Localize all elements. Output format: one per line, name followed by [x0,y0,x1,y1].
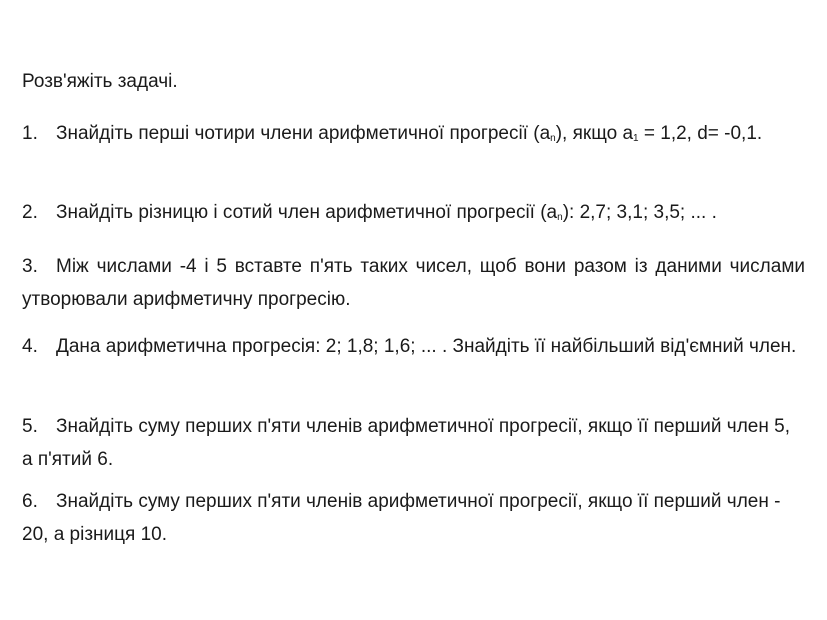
subscript-n: n [557,212,563,223]
task-text-part: Знайдіть перші чотири члени арифметичної прогресії (a [56,123,551,144]
task-3 [22,250,805,316]
task-number: 2. [22,202,38,223]
task-4 [22,330,805,363]
task-text-part: Знайдіть різницю і сотий член арифметичної прогресії (a [56,202,558,223]
task-number: 3. [22,256,38,277]
subscript-n: n [550,133,556,144]
task-text-part: = 1,2, d= -0,1. [638,123,763,144]
task-text: Між числами -4 і 5 вставте п'ять таких чисел, щоб вони разом із даними числами утворювали арифметичну прогресію. [22,256,805,310]
task-6 [22,485,805,551]
task-5 [22,410,805,476]
task-number: 5. [22,416,38,437]
task-text-part: ): 2,7; 3,1; 3,5; ... . [562,202,717,223]
subscript-1: 1 [633,133,639,144]
task-number: 4. [22,336,38,357]
task-text: Знайдіть суму перших п'яти членів арифметичної прогресії, якщо її перший член - 20, а різниця 10. [22,491,781,545]
task-text: Дана арифметична прогресія: 2; 1,8; 1,6; ... . Знайдіть її найбільший від'ємний член. [56,336,797,357]
task-text: Знайдіть суму перших п'яти членів арифметичної прогресії, якщо її перший член 5, а п'ятий 6. [22,416,790,470]
task-text-part: ), якщо a [555,123,634,144]
document-page [22,0,805,620]
task-number: 1. [22,123,38,144]
page-heading: Розв'яжіть задачі. [22,71,178,92]
task-2 [22,196,805,229]
task-number: 6. [22,491,38,512]
task-1 [22,117,805,150]
